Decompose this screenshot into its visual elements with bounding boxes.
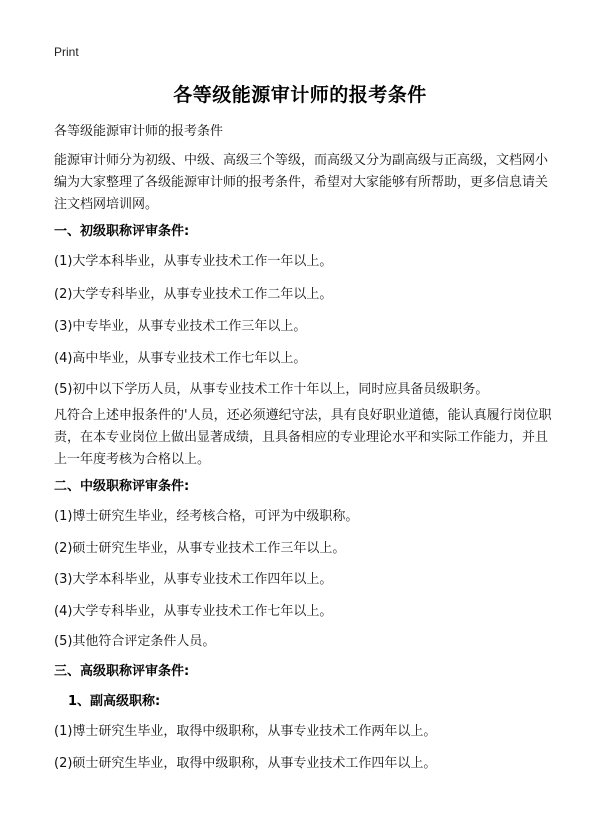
section-1-item: (2)大学专科毕业，从事专业技术工作二年以上。: [54, 287, 333, 302]
section-3-item: (2)硕士研究生毕业，取得中级职称，从事专业技术工作四年以上。: [54, 756, 437, 771]
section-2-heading: 二、中级职称评审条件:: [54, 479, 190, 494]
document-title: 各等级能源审计师的报考条件: [173, 84, 427, 106]
section-3-heading: 三、高级职称评审条件:: [54, 664, 190, 679]
section-1-item: (3)中专毕业，从事专业技术工作三年以上。: [54, 319, 307, 334]
document-subtitle: 各等级能源审计师的报考条件: [54, 124, 224, 139]
section-2-item: (4)大学专科毕业，从事专业技术工作七年以上。: [54, 604, 333, 619]
section-1-heading: 一、初级职称评审条件:: [54, 224, 190, 239]
print-label: Print: [54, 45, 79, 59]
section-3-item: (1)博士研究生毕业，取得中级职称，从事专业技术工作两年以上。: [54, 724, 437, 739]
intro-paragraph: 能源审计师分为初级、中级、高级三个等级，而高级又分为副高级与正高级，文档网小编为大家整理了各级能源审计师的报考条件，希望对大家能够有所帮助，更多信息请关注文档网培训网。: [54, 153, 549, 212]
section-1-item: (4)高中毕业，从事专业技术工作七年以上。: [54, 351, 307, 366]
section-2-item: (2)硕士研究生毕业，从事专业技术工作三年以上。: [54, 541, 346, 556]
section-1-note: 凡符合上述申报条件的'人员，还必须遵纪守法，具有良好职业道德，能认真履行岗位职责，在本专业岗位上做出显著成绩，且具备相应的专业理论水平和实际工作能力，并且上一年度考核为合格以上。: [54, 408, 552, 467]
section-1-item: (1)大学本科毕业，从事专业技术工作一年以上。: [54, 254, 333, 269]
section-2-item: (3)大学本科毕业，从事专业技术工作四年以上。: [54, 572, 333, 587]
section-2-item: (1)博士研究生毕业，经考核合格，可评为中级职称。: [54, 509, 359, 524]
section-2-item: (5)其他符合评定条件人员。: [54, 634, 216, 649]
section-3-subheading: 1、副高级职称:: [68, 694, 161, 709]
section-1-item: (5)初中以下学历人员，从事专业技术工作十年以上，同时应具备员级职务。: [54, 382, 489, 397]
